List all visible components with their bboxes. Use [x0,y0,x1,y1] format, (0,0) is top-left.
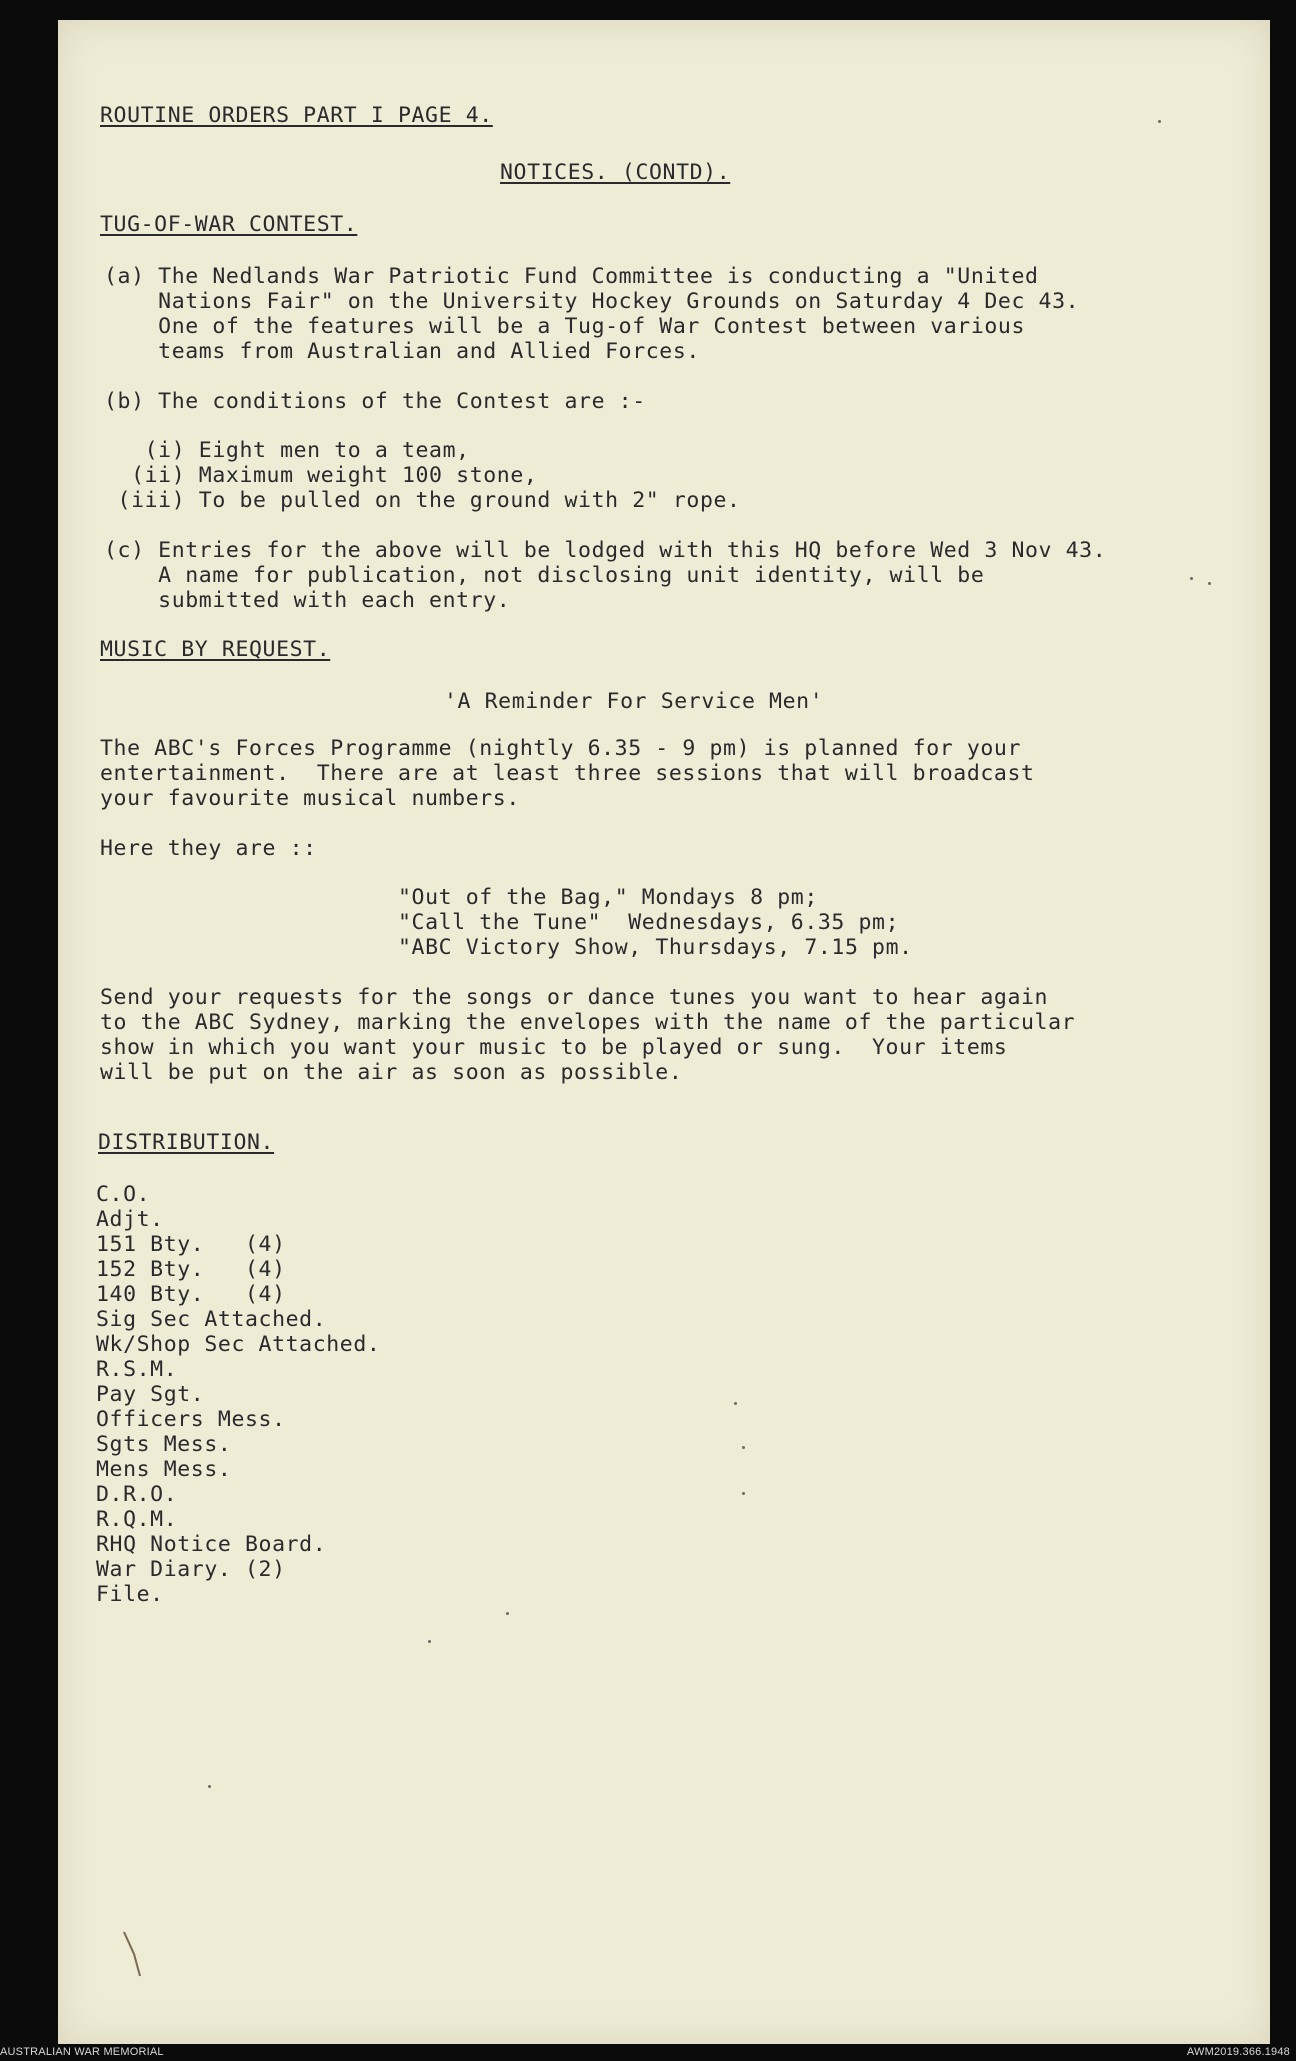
tug-a-line: Nations Fair" on the University Hockey Grounds on Saturday 4 Dec 43. [104,289,1080,314]
paper-speck [742,1492,745,1495]
music-subtitle: 'A Reminder For Service Men' [444,689,824,714]
paper-speck [1208,582,1211,585]
music-line: The ABC's Forces Programme (nightly 6.35 - 9 pm) is planned for your [100,736,1021,761]
page-header: ROUTINE ORDERS PART I PAGE 4. [100,103,493,128]
notices-title: NOTICES. (CONTD). [500,160,731,185]
distribution-item: C.O. [96,1182,151,1207]
tug-c-line: submitted with each entry. [104,588,511,613]
condition-item: (i) Eight men to a team, [104,438,470,463]
distribution-item: 152 Bty. (4) [96,1257,286,1282]
tug-a-line: One of the features will be a Tug-of War Contest between various [104,314,1025,339]
music-line: entertainment. There are at least three sessions that will broadcast [100,761,1035,786]
paper-speck [1158,120,1161,123]
tug-paragraph-b: (b) The conditions of the Contest are :- [104,389,646,414]
distribution-item: Pay Sgt. [96,1382,205,1407]
footer-left-credit: AUSTRALIAN WAR MEMORIAL [0,2046,164,2058]
music-heading: MUSIC BY REQUEST. [100,637,331,662]
show-item: "Call the Tune" Wednesdays, 6.35 pm; [398,910,900,935]
paper-speck [428,1640,431,1643]
music-line: will be put on the air as soon as possible. [100,1060,683,1085]
distribution-item: 151 Bty. (4) [96,1232,286,1257]
tug-a-line: teams from Australian and Allied Forces. [104,339,700,364]
paper-speck [208,1785,211,1788]
show-item: "Out of the Bag," Mondays 8 pm; [398,885,818,910]
distribution-item: Sig Sec Attached. [96,1307,327,1332]
music-line: show in which you want your music to be played or sung. Your items [100,1035,1008,1060]
tug-c-line: A name for publication, not disclosing unit identity, will be [104,563,985,588]
pencil-mark [120,1930,150,1982]
distribution-item: Wk/Shop Sec Attached. [96,1332,381,1357]
distribution-item: War Diary. (2) [96,1557,286,1582]
distribution-item: 140 Bty. (4) [96,1282,286,1307]
distribution-item: Officers Mess. [96,1407,286,1432]
distribution-item: Sgts Mess. [96,1432,232,1457]
footer-right-accession: AWM2019.366.1948 [1186,2046,1290,2058]
music-line: Send your requests for the songs or dance tunes you want to hear again [100,985,1049,1010]
show-item: "ABC Victory Show, Thursdays, 7.15 pm. [398,935,913,960]
condition-item: (ii) Maximum weight 100 stone, [104,463,538,488]
music-line: to the ABC Sydney, marking the envelopes with the name of the particular [100,1010,1076,1035]
tug-a-line: (a) The Nedlands War Patriotic Fund Committee is conducting a "United [104,264,1039,289]
distribution-heading: DISTRIBUTION. [98,1130,275,1155]
distribution-item: D.R.O. [96,1482,178,1507]
paper-speck [734,1402,737,1405]
distribution-item: Mens Mess. [96,1457,232,1482]
condition-item: (iii) To be pulled on the ground with 2" rope. [104,488,741,513]
document-page [58,20,1270,2044]
distribution-item: R.S.M. [96,1357,178,1382]
distribution-item: File. [96,1582,164,1607]
tug-of-war-heading: TUG-OF-WAR CONTEST. [100,212,358,237]
paper-speck [506,1612,509,1615]
paper-speck [1190,577,1193,580]
distribution-item: R.Q.M. [96,1507,178,1532]
music-line: your favourite musical numbers. [100,786,520,811]
tug-c-line: (c) Entries for the above will be lodged with this HQ before Wed 3 Nov 43. [104,538,1107,563]
distribution-item: Adjt. [96,1207,164,1232]
here-they-are: Here they are :: [100,836,317,861]
paper-speck [742,1446,745,1449]
distribution-item: RHQ Notice Board. [96,1532,327,1557]
